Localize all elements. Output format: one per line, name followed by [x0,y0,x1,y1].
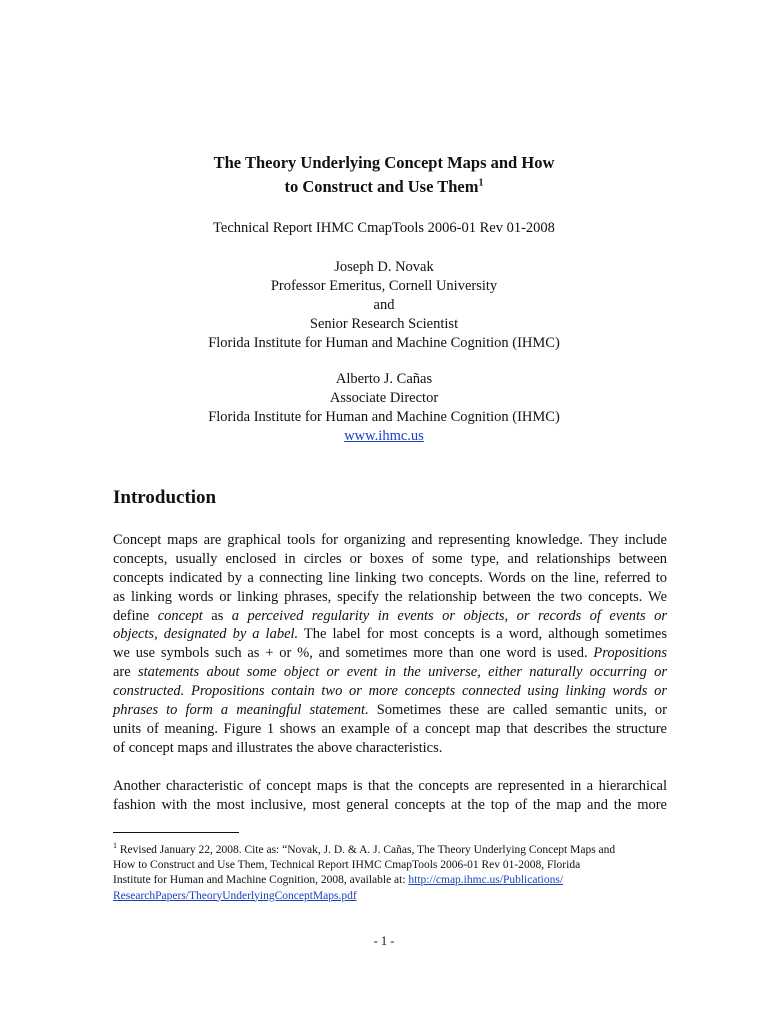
author-1-role: Professor Emeritus, Cornell University [270,278,498,294]
footnote-text: Revised January 22, 2008. Cite as: “Novak, J. D. & A. J. Cañas, The Theory Underlying Concept Maps and [117,844,616,856]
author-2-institute: Florida Institute for Human and Machine Cognition (IHMC) [208,409,560,425]
author-1-role-2: Senior Research Scientist [309,316,459,332]
author-1-institute: Florida Institute for Human and Machine Cognition (IHMC) [208,335,560,351]
emphasis-run: Propositions [593,645,667,662]
paragraph-line: concepts, usually enclosed in circles or boxes of some type, and relationships between [113,550,667,567]
title-line-2 [0,175,768,199]
paragraph-line [113,625,667,644]
author-conjunction: and [373,297,395,313]
paragraph-line: fashion with the most inclusive, most general concepts at the top of the map and the more [113,796,667,813]
paragraph-line [113,607,667,626]
ihmc-website-link[interactable]: www.ihmc.us [344,428,424,444]
emphasis-run: objects, designated by a label. [113,626,299,643]
introduction-paragraph-1 [113,531,667,758]
title-line-1: The Theory Underlying Concept Maps and How [213,153,555,172]
paragraph-line: as linking words or linking phrases, specify the relationship between the two concepts. We [113,588,667,605]
footnote-line [113,843,667,858]
title-footnote-mark: 1 [478,177,484,189]
introduction-paragraph-2 [113,777,667,815]
paper-title [0,151,768,199]
footnote-line: How to Construct and Use Them, Technical Report IHMC CmapTools 2006-01 Rev 01-2008, Florida [113,859,581,872]
emphasis-run: concept [157,607,203,624]
emphasis-run: constructed. Propositions contain two or more concepts connected using linking words or [113,683,667,700]
author-2-block [0,370,768,446]
paragraph-line: Another characteristic of concept maps is that the concepts are represented in a hierarchical [113,778,667,794]
text-run: The label for most concepts is a word, although sometimes [298,626,667,643]
author-1-name: Joseph D. Novak [334,259,434,275]
footnote-separator [113,832,239,833]
author-2-role: Associate Director [329,390,439,406]
footnote [113,843,667,904]
emphasis-run: phrases to form a meaningful statement. [113,702,369,719]
report-number: Technical Report IHMC CmapTools 2006-01 Rev 01-2008 [213,220,555,236]
title-line-2-text: to Construct and Use Them [284,177,479,196]
footnote-line [113,873,667,888]
paragraph-line [113,644,667,663]
paragraph-line [113,682,667,701]
footnote-url-link[interactable]: http://cmap.ihmc.us/Publications/ [408,874,564,887]
footnote-text: Institute for Human and Machine Cognition, 2008, available at: [113,874,409,887]
author-1-block [0,258,768,353]
author-2-name: Alberto J. Cañas [335,371,433,387]
author-2-url-row [0,427,768,446]
emphasis-run: statements about some object or event in the universe, either naturally occurring or [137,664,667,681]
paragraph-line: units of meaning. Figure 1 shows an example of a concept map that describes the structure [113,720,667,737]
page-number: - 1 - [373,934,395,948]
footnote-line [113,889,667,904]
footnote-mark: 1 [113,841,117,851]
paragraph-line [113,701,667,720]
paragraph-line [113,663,667,682]
paragraph-line: concepts indicated by a connecting line linking two concepts. Words on the line, referred to [113,569,667,586]
text-run: Sometimes these are called semantic units, or [368,702,667,719]
footnote-url-link-continued[interactable]: ResearchPapers/TheoryUnderlyingConceptMaps.pdf [113,889,357,902]
introduction-heading: Introduction [113,487,217,508]
text-run: as [202,607,232,624]
text-run: we use symbols such as + or %, and sometimes more than one word is used. [113,645,594,662]
text-run: define [113,607,158,624]
paragraph-line: of concept maps and illustrates the above characteristics. [113,739,443,756]
emphasis-run: a perceived regularity in events or objects, or records of events or [231,607,667,624]
paragraph-line: Concept maps are graphical tools for organizing and representing knowledge. They include [113,532,667,548]
text-run: are [113,664,138,681]
